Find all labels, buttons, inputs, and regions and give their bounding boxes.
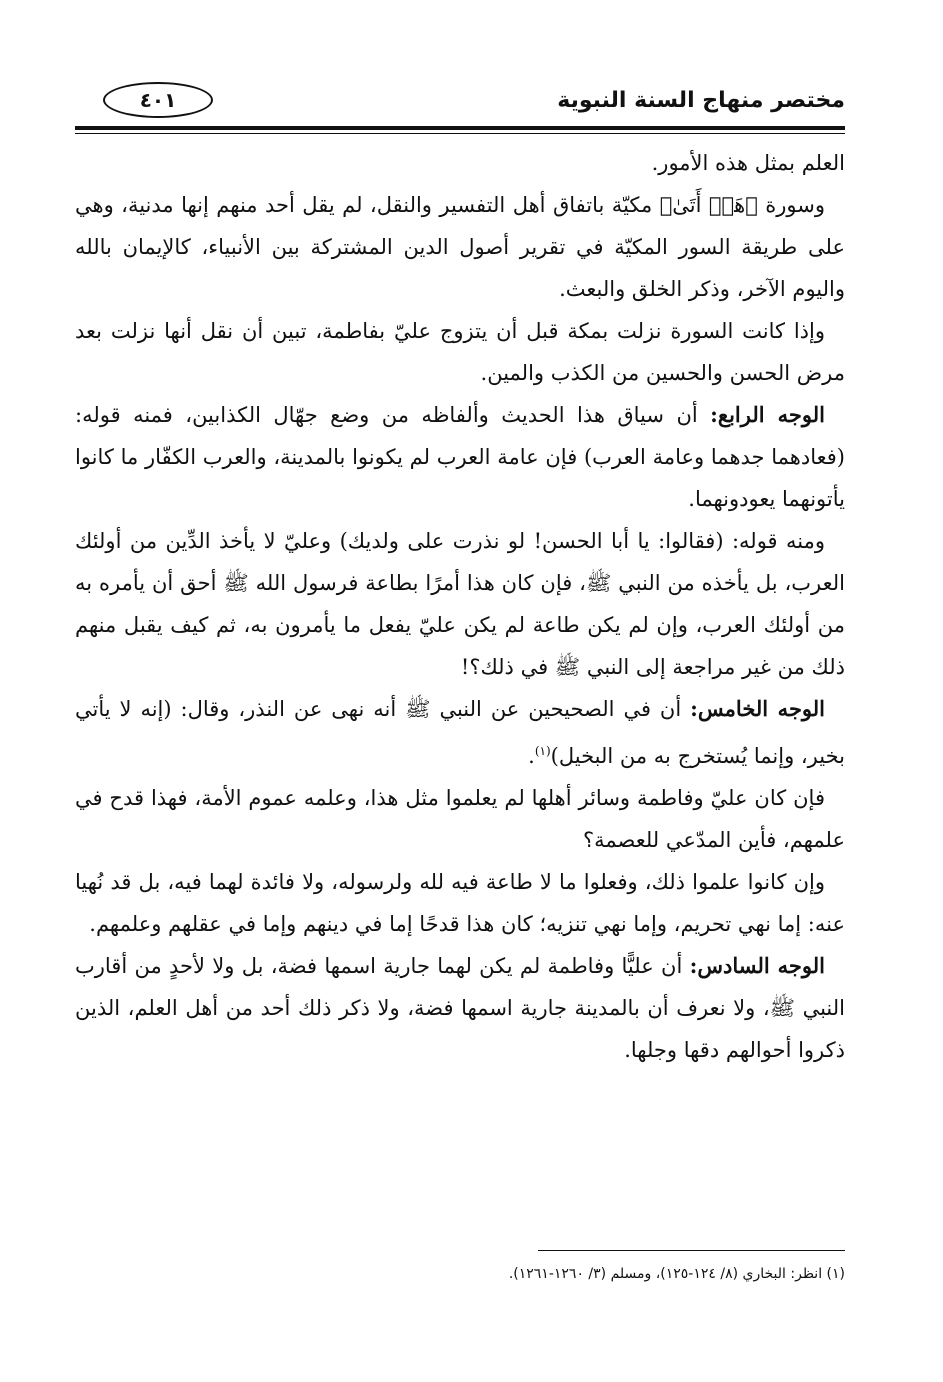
paragraph: وإن كانوا علموا ذلك، وفعلوا ما لا طاعة فيه لله ولرسوله، ولا فائدة لهما فيه، بل قد نُهيا عنه: إما نهي تحريم، وإما نهي تنزيه؛ كان هذا قدحًا إما في دينهم وإما في عقلهم وعلمهم. [75,870,845,936]
footnote: (١) انظر: البخاري (٨/ ١٢٤-١٢٥)، ومسلم (٣/ ١٢٦٠-١٢٦١). [508,1266,845,1282]
footnote-marker: (١) [534,744,551,758]
page-number-badge: ٤٠١ [103,82,213,118]
header-rule-thick [75,126,845,130]
paragraph: فإن كان عليّ وفاطمة وسائر أهلها لم يعلموا مثل هذا، وعلمه عموم الأمة، فهذا قدح في علمهم، فأين المدّعي للعصمة؟ [75,786,845,852]
paragraph: الوجه السادس: أن عليًّا وفاطمة لم يكن لهما جارية اسمها فضة، بل ولا لأحدٍ من أقارب النبي ﷺ، ولا نعرف أن بالمدينة جارية اسمها فضة، ولا ذكر ذلك أحد من أهل العلم، الذين ذكروا أحوالهم دقها وجلها. [75,953,845,1062]
footnote-separator [538,1250,845,1251]
paragraph: الوجه الخامس: أن في الصحيحين عن النبي ﷺ أنه نهى عن النذر، وقال: (إنه لا يأتي بخير، وإنما يُستخرج به من البخيل)$^{(١)}$. [75,696,845,768]
paragraph: وسورة ﴿هَلۡ أَتَىٰ﴾ مكيّة باتفاق أهل التفسير والنقل، لم يقل أحد منهم إنها مدنية، وهي على طريقة السور المكيّة في تقرير أصول الدين المشتركة بين الأنبياء، كالإيمان بالله واليوم الآخر، وذكر الخلق والبعث. [75,193,845,301]
paragraph: العلم بمثل هذه الأمور. [651,151,845,175]
section-lead: الوجه الرابع: [710,402,825,427]
section-lead: الوجه السادس: [689,953,825,978]
running-title: مختصر منهاج السنة النبوية [557,88,845,113]
paragraph: الوجه الرابع: أن سياق هذا الحديث وألفاظه من وضع جهّال الكذابين، فمنه قوله: (فعادهما جدهما وعامة العرب) فإن عامة العرب لم يكونوا بالمدينة، والعرب الكفّار ما كانوا يأتونهما يعودونهما. [75,402,845,511]
header-rule-thin [75,133,845,134]
paragraph: ومنه قوله: (فقالوا: يا أبا الحسن! لو نذرت على ولديك) وعليّ لا يأخذ الدِّين من أولئك العرب، بل يأخذه من النبي ﷺ، فإن كان هذا أمرًا بطاعة فرسول الله ﷺ أحق أن يأمره به من أولئك العرب، وإن لم يكن طاعة لم يكن عليّ يفعل ما يأمرون به، ثم كيف يقبل منهم ذلك من غير مراجعة إلى النبي ﷺ في ذلك؟! [75,529,845,679]
paragraph: وإذا كانت السورة نزلت بمكة قبل أن يتزوج عليّ بفاطمة، تبين أن نقل أنها نزلت بعد مرض الحسن والحسين من الكذب والمين. [75,319,845,385]
main-text [75,142,845,1071]
section-lead: الوجه الخامس: [690,696,826,721]
page-header [75,82,845,122]
